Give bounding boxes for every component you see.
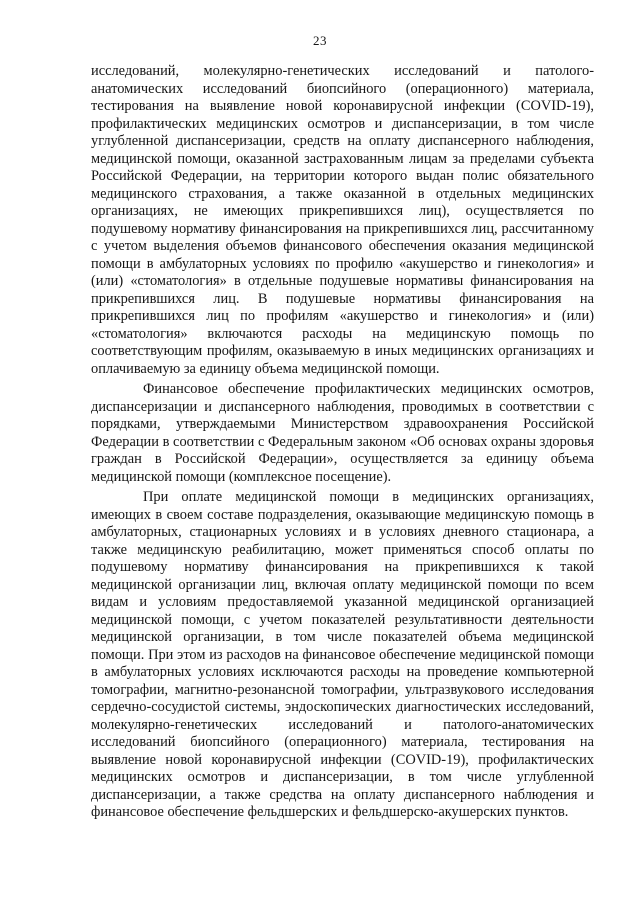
paragraph-continuation: исследований, молекулярно-генетических исследований и патолого-анатомических исследований биопсийного (операционного) материала, тестирования на выявление новой коронавирусной инфекции (COVID-19), профилактических медицинских осмотров и диспансеризации, в том числе углубленной диспансеризации, средств на оплату диспансерного наблюдения, медицинской помощи, оказанной застрахованным лицам за пределами субъекта Российской Федерации, на территории которого выдан полис обязательного медицинского страхования, а также оказанной в отдельных медицинских организациях, не имеющих прикрепившихся лиц), осуществляется по подушевому нормативу финансирования на прикрепившихся лиц, рассчитанному с учетом выделения объемов финансового обеспечения оказания медицинской помощи в амбулаторных условиях по профилю «акушерство и гинекология» и (или) «стоматология» в отдельные подушевые нормативы финансирования на прикрепившихся лиц. В подушевые нормативы финансирования на прикрепившихся лиц по профилям «акушерство и гинекология» и (или) «стоматология» включаются расходы на медицинскую помощь по соответствующим профилям, оказываемую в иных медицинских организациях и оплачиваемую за единицу объема медицинской помощи.	[91, 63, 594, 377]
paragraph-financing-checkups: Финансовое обеспечение профилактических медицинских осмотров, диспансеризации и диспансерного наблюдения, проводимых в соответствии с порядками, утверждаемыми Министерством здравоохранения Российской Федерации в соответствии с Федеральным законом «Об основах охраны здоровья граждан в Российской Федерации», осуществляется за единицу объема медицинской помощи (комплексное посещение).	[91, 381, 594, 485]
page-number: 23	[313, 33, 327, 48]
document-body	[91, 63, 594, 822]
paragraph-payment-method: При оплате медицинской помощи в медицинских организациях, имеющих в своем составе подразделения, оказывающие медицинскую помощь в амбулаторных, стационарных условиях и в условиях дневного стационара, а также медицинскую реабилитацию, может применяться способ оплаты по подушевому нормативу финансирования на прикрепившихся к такой медицинской организации лиц, включая оплату медицинской помощи по всем видам и условиям предоставляемой указанной медицинской организацией медицинской помощи, с учетом показателей результативности деятельности медицинской организации, в том числе показателей объема медицинской помощи. При этом из расходов на финансовое обеспечение медицинской помощи в амбулаторных условиях исключаются расходы на проведение компьютерной томографии, магнитно-резонансной томографии, ультразвукового исследования сердечно-сосудистой системы, эндоскопических диагностических исследований, молекулярно-генетических исследований и патолого-анатомических исследований биопсийного (операционного) материала, тестирования на выявление новой коронавирусной инфекции (COVID-19), профилактических медицинских осмотров и диспансеризации, в том числе углубленной диспансеризации, а также средства на оплату диспансерного наблюдения и финансовое обеспечение фельдшерских и фельдшерско-акушерских пунктов.	[91, 489, 594, 820]
